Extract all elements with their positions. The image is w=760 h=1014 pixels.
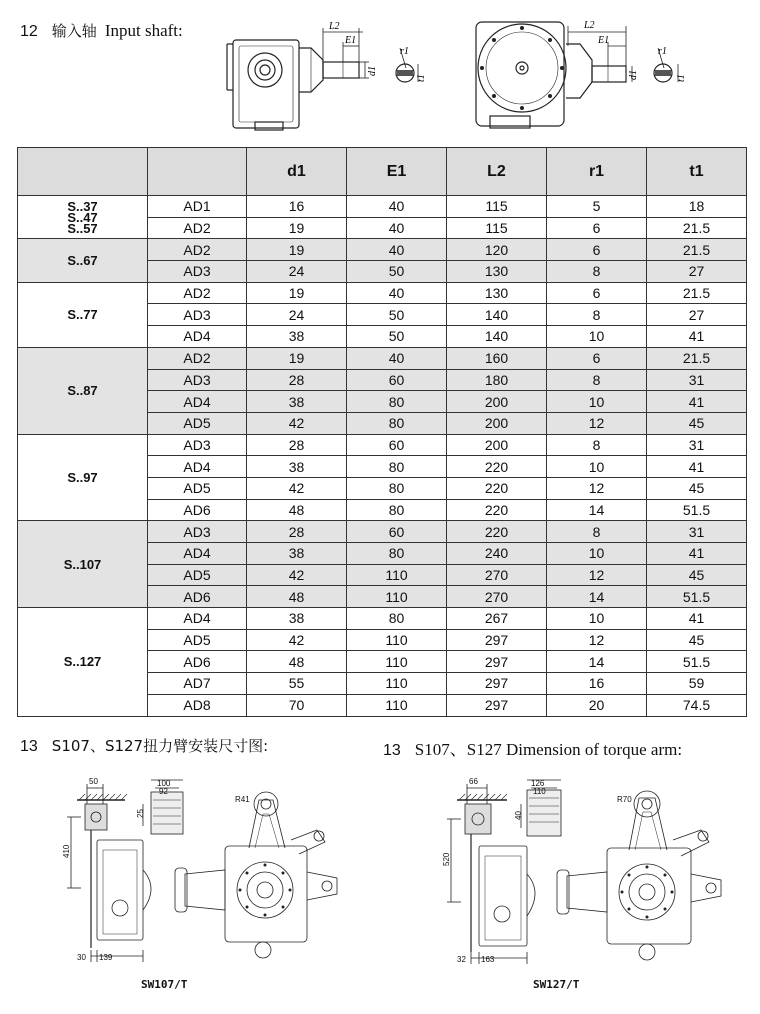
adapter-cell: AD4 [148,608,247,630]
value-cell: 21.5 [647,347,747,369]
dim-163: 163 [481,955,495,964]
dim-520: 520 [442,852,451,866]
value-cell: 16 [247,196,347,218]
value-cell: 48 [247,499,347,521]
value-cell: 42 [247,412,347,434]
value-cell: 10 [547,543,647,565]
value-cell: 200 [447,434,547,456]
model-group-cell: S..77 [18,282,148,347]
value-cell: 14 [547,586,647,608]
value-cell: 140 [447,304,547,326]
value-cell: 31 [647,369,747,391]
value-cell: 8 [547,434,647,456]
value-cell: 160 [447,347,547,369]
value-cell: 48 [247,586,347,608]
value-cell: 41 [647,456,747,478]
value-cell: 55 [247,673,347,695]
value-cell: 45 [647,477,747,499]
dim-100: 100 [157,779,171,788]
value-cell: 40 [347,196,447,218]
adapter-cell: AD3 [148,434,247,456]
shaft-key-section-drawing [392,42,426,94]
dim-32: 32 [457,955,466,964]
value-cell: 110 [347,586,447,608]
value-cell: 297 [447,629,547,651]
value-cell: 8 [547,369,647,391]
label-e1-front: E1 [598,35,610,46]
value-cell: 40 [347,239,447,261]
value-cell: 110 [347,629,447,651]
value-cell: 10 [547,391,647,413]
dim-139: 139 [99,953,113,962]
section-13-title-en [383,735,682,760]
value-cell: 80 [347,499,447,521]
radius-r70: R70 [617,795,632,804]
value-cell: 50 [347,304,447,326]
adapter-cell: AD5 [148,477,247,499]
label-l2: L2 [329,21,340,32]
radius-r41: R41 [235,795,250,804]
label-t1-2: t1 [676,74,687,82]
model-group-cell: S..127 [18,608,148,716]
table-row [18,347,747,369]
adapter-cell: AD5 [148,412,247,434]
value-cell: 42 [247,564,347,586]
value-cell: 110 [347,651,447,673]
value-cell: 267 [447,608,547,630]
dim-126: 126 [531,779,545,788]
header-cell: d1 [247,148,347,196]
table-row-group [18,434,747,521]
input-shaft-dimension-table [17,147,747,717]
section-12-title [20,20,183,41]
label-t1: t1 [416,74,427,82]
adapter-cell: AD4 [148,456,247,478]
value-cell: 80 [347,391,447,413]
section-13-title-cn [20,735,276,756]
value-cell: 45 [647,412,747,434]
value-cell: 70 [247,694,347,716]
value-cell: 31 [647,434,747,456]
dim-25: 25 [136,809,145,818]
model-group-cell: S..67 [18,239,148,282]
value-cell: 41 [647,543,747,565]
section-title-en: Input shaft: [104,21,183,40]
adapter-cell: AD2 [148,282,247,304]
table-row [18,196,747,218]
value-cell: 240 [447,543,547,565]
value-cell: 16 [547,673,647,695]
value-cell: 180 [447,369,547,391]
header-cell [148,148,247,196]
value-cell: 6 [547,217,647,239]
value-cell: 42 [247,477,347,499]
value-cell: 28 [247,434,347,456]
value-cell: 8 [547,304,647,326]
adapter-cell: AD2 [148,239,247,261]
value-cell: 130 [447,282,547,304]
value-cell: 14 [547,651,647,673]
input-shaft-side-drawing [225,18,378,136]
adapter-cell: AD2 [148,347,247,369]
section-title-en: S107、S127 Dimension of torque arm: [414,740,683,759]
value-cell: 40 [347,217,447,239]
value-cell: 50 [347,326,447,348]
value-cell: 51.5 [647,586,747,608]
value-cell: 38 [247,608,347,630]
table-row [18,282,747,304]
value-cell: 28 [247,521,347,543]
value-cell: 19 [247,282,347,304]
adapter-cell: AD2 [148,217,247,239]
value-cell: 27 [647,304,747,326]
figure-caption-sw127: SW127/T [533,978,580,991]
model-group-cell: S..37 S..47 S..57 [18,196,148,239]
value-cell: 20 [547,694,647,716]
label-r1: r1 [400,46,409,57]
value-cell: 110 [347,564,447,586]
header-cell [18,148,148,196]
value-cell: 6 [547,347,647,369]
value-cell: 200 [447,412,547,434]
adapter-cell: AD3 [148,521,247,543]
label-l2-front: L2 [584,20,595,31]
dim-40: 40 [514,811,523,820]
value-cell: 10 [547,326,647,348]
header-cell: r1 [547,148,647,196]
adapter-cell: AD3 [148,369,247,391]
section-number: 13 [20,738,38,755]
table-row-group [18,521,747,608]
table-row-group [18,196,747,239]
value-cell: 18 [647,196,747,218]
label-r1-2: r1 [658,46,667,57]
table-row-group [18,239,747,282]
label-d1-front: d1 [628,70,639,80]
value-cell: 14 [547,499,647,521]
value-cell: 42 [247,629,347,651]
value-cell: 51.5 [647,499,747,521]
adapter-cell: AD8 [148,694,247,716]
value-cell: 21.5 [647,282,747,304]
value-cell: 80 [347,412,447,434]
value-cell: 21.5 [647,217,747,239]
value-cell: 19 [247,347,347,369]
value-cell: 115 [447,217,547,239]
value-cell: 12 [547,477,647,499]
label-e1: E1 [345,35,357,46]
value-cell: 220 [447,521,547,543]
value-cell: 115 [447,196,547,218]
value-cell: 38 [247,391,347,413]
value-cell: 220 [447,499,547,521]
torque-arm-sw127-drawing [435,770,735,970]
adapter-cell: AD4 [148,543,247,565]
value-cell: 6 [547,239,647,261]
value-cell: 40 [347,347,447,369]
dim-410: 410 [62,844,71,858]
section-title-cn: 输入轴 [51,22,97,40]
adapter-cell: AD4 [148,326,247,348]
value-cell: 60 [347,434,447,456]
value-cell: 120 [447,239,547,261]
adapter-cell: AD5 [148,564,247,586]
figure-caption-sw107: SW107/T [141,978,188,991]
label-d1: d1 [367,66,378,76]
model-group-cell: S..97 [18,434,148,521]
value-cell: 45 [647,564,747,586]
section-number: 13 [383,742,401,759]
value-cell: 40 [347,282,447,304]
value-cell: 270 [447,564,547,586]
adapter-cell: AD6 [148,586,247,608]
value-cell: 50 [347,261,447,283]
value-cell: 8 [547,521,647,543]
value-cell: 220 [447,477,547,499]
value-cell: 110 [347,673,447,695]
table-row [18,521,747,543]
value-cell: 130 [447,261,547,283]
value-cell: 28 [247,369,347,391]
value-cell: 220 [447,456,547,478]
section-number: 12 [20,23,38,40]
table-row-group [18,282,747,347]
dim-110: 110 [533,787,546,796]
value-cell: 41 [647,326,747,348]
header-cell: E1 [347,148,447,196]
value-cell: 80 [347,543,447,565]
value-cell: 6 [547,282,647,304]
value-cell: 5 [547,196,647,218]
dim-66: 66 [469,777,478,786]
value-cell: 38 [247,326,347,348]
value-cell: 80 [347,477,447,499]
table-row [18,434,747,456]
value-cell: 59 [647,673,747,695]
value-cell: 41 [647,391,747,413]
value-cell: 140 [447,326,547,348]
value-cell: 12 [547,564,647,586]
model-group-cell: S..107 [18,521,148,608]
header-cell: t1 [647,148,747,196]
value-cell: 80 [347,456,447,478]
value-cell: 297 [447,651,547,673]
value-cell: 24 [247,261,347,283]
value-cell: 27 [647,261,747,283]
value-cell: 80 [347,608,447,630]
value-cell: 31 [647,521,747,543]
value-cell: 8 [547,261,647,283]
table-header-row [18,148,747,196]
adapter-cell: AD3 [148,261,247,283]
value-cell: 12 [547,412,647,434]
value-cell: 19 [247,217,347,239]
value-cell: 51.5 [647,651,747,673]
adapter-cell: AD4 [148,391,247,413]
table-row-group [18,347,747,434]
dim-50: 50 [89,777,98,786]
dim-92: 92 [159,787,168,796]
value-cell: 60 [347,369,447,391]
value-cell: 48 [247,651,347,673]
table-row [18,239,747,261]
adapter-cell: AD6 [148,651,247,673]
value-cell: 12 [547,629,647,651]
section-title-cn: S107、S127扭力臂安装尺寸图: [51,737,269,755]
adapter-cell: AD5 [148,629,247,651]
input-shaft-front-drawing [468,16,640,136]
value-cell: 200 [447,391,547,413]
header-cell: L2 [447,148,547,196]
value-cell: 10 [547,456,647,478]
table-row [18,608,747,630]
value-cell: 60 [347,521,447,543]
adapter-cell: AD3 [148,304,247,326]
value-cell: 297 [447,694,547,716]
torque-arm-sw107-drawing [55,770,355,970]
model-group-cell: S..87 [18,347,148,434]
adapter-cell: AD7 [148,673,247,695]
dim-30: 30 [77,953,86,962]
adapter-cell: AD1 [148,196,247,218]
value-cell: 297 [447,673,547,695]
value-cell: 270 [447,586,547,608]
value-cell: 21.5 [647,239,747,261]
value-cell: 38 [247,543,347,565]
shaft-key-section-drawing-2 [648,42,688,94]
value-cell: 38 [247,456,347,478]
value-cell: 110 [347,694,447,716]
value-cell: 41 [647,608,747,630]
value-cell: 45 [647,629,747,651]
adapter-cell: AD6 [148,499,247,521]
value-cell: 74.5 [647,694,747,716]
value-cell: 24 [247,304,347,326]
value-cell: 10 [547,608,647,630]
value-cell: 19 [247,239,347,261]
table-row-group [18,608,747,716]
